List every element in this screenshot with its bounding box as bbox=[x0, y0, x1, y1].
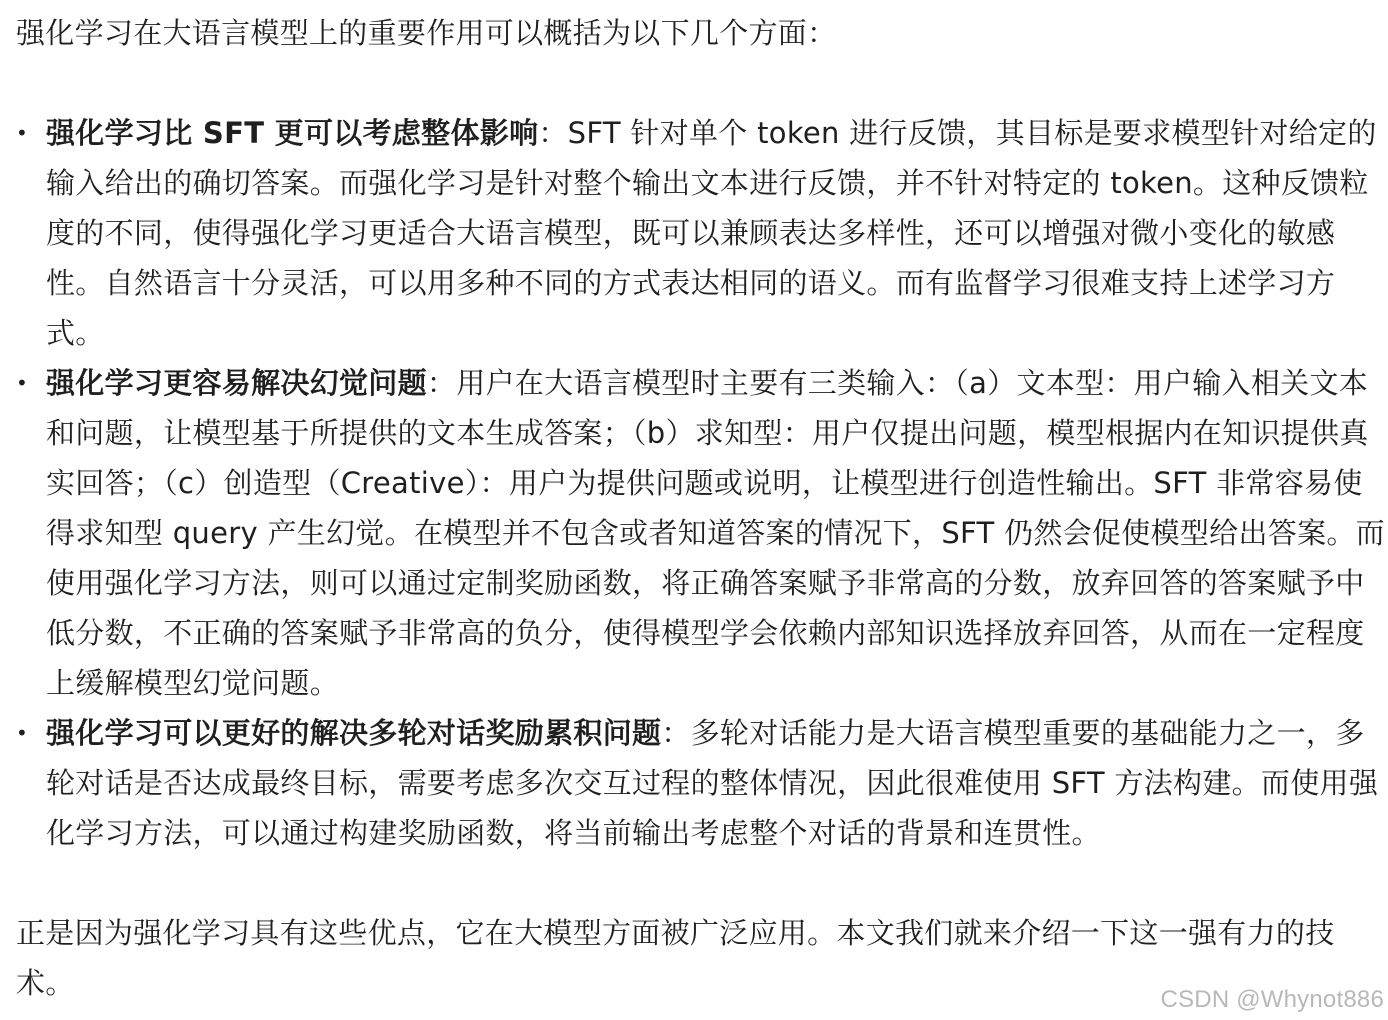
paragraph-spacer bbox=[16, 58, 1388, 108]
list-item-title: 强化学习可以更好的解决多轮对话奖励累积问题 bbox=[46, 716, 662, 750]
list-item bbox=[16, 358, 1388, 708]
paragraph-spacer bbox=[16, 858, 1388, 908]
bullet-icon: • bbox=[16, 121, 29, 145]
bullet-icon: • bbox=[16, 371, 29, 395]
list-item bbox=[16, 708, 1388, 858]
list-item-title: 强化学习比 SFT 更可以考虑整体影响 bbox=[46, 116, 539, 150]
list-item-body: ：SFT 针对单个 token 进行反馈，其目标是要求模型针对给定的输入给出的确切答案。而强化学习是针对整个输出文本进行反馈，并不针对特定的 token。这种反馈粒度的不同，使得强化学习更适合大语言模型，既可以兼顾表达多样性，还可以增强对微小变化的敏感性。自然语言十分灵活，可以用多种不同的方式表达相同的语义。而有监督学习很难支持上述学习方式。 bbox=[46, 116, 1377, 350]
intro-paragraph: 强化学习在大语言模型上的重要作用可以概括为以下几个方面： bbox=[16, 16, 837, 50]
bullet-list bbox=[16, 108, 1388, 858]
list-item-body: ：用户在大语言模型时主要有三类输入：（a）文本型：用户输入相关文本和问题，让模型基于所提供的文本生成答案；（b）求知型：用户仅提出问题，模型根据内在知识提供真实回答；（c）创造型（Creative）：用户为提供问题或说明，让模型进行创造性输出。SFT 非常容易使得求知型 query 产生幻觉。在模型并不包含或者知道答案的情况下，SFT 仍然会促使模型给出答案。而使用强化学习方法，则可以通过定制奖励函数，将正确答案赋予非常高的分数，放弃回答的答案赋予中低分数，不正确的答案赋予非常高的负分，使得模型学会依赖内部知识选择放弃回答，从而在一定程度上缓解模型幻觉问题。 bbox=[46, 366, 1385, 700]
list-item-title: 强化学习更容易解决幻觉问题 bbox=[46, 366, 427, 400]
list-item-body: ：多轮对话能力是大语言模型重要的基础能力之一，多轮对话是否达成最终目标，需要考虑多次交互过程的整体情况，因此很难使用 SFT 方法构建。而使用强化学习方法，可以通过构建奖励函数，将当前输出考虑整个对话的背景和连贯性。 bbox=[46, 716, 1379, 850]
watermark: CSDN @Whynot886 bbox=[1160, 986, 1384, 1013]
article-body bbox=[16, 8, 1388, 1008]
list-item bbox=[16, 108, 1388, 358]
bullet-icon: • bbox=[16, 721, 29, 745]
conclusion-paragraph: 正是因为强化学习具有这些优点，它在大模型方面被广泛应用。本文我们就来介绍一下这一强有力的技术。 bbox=[16, 916, 1335, 1000]
